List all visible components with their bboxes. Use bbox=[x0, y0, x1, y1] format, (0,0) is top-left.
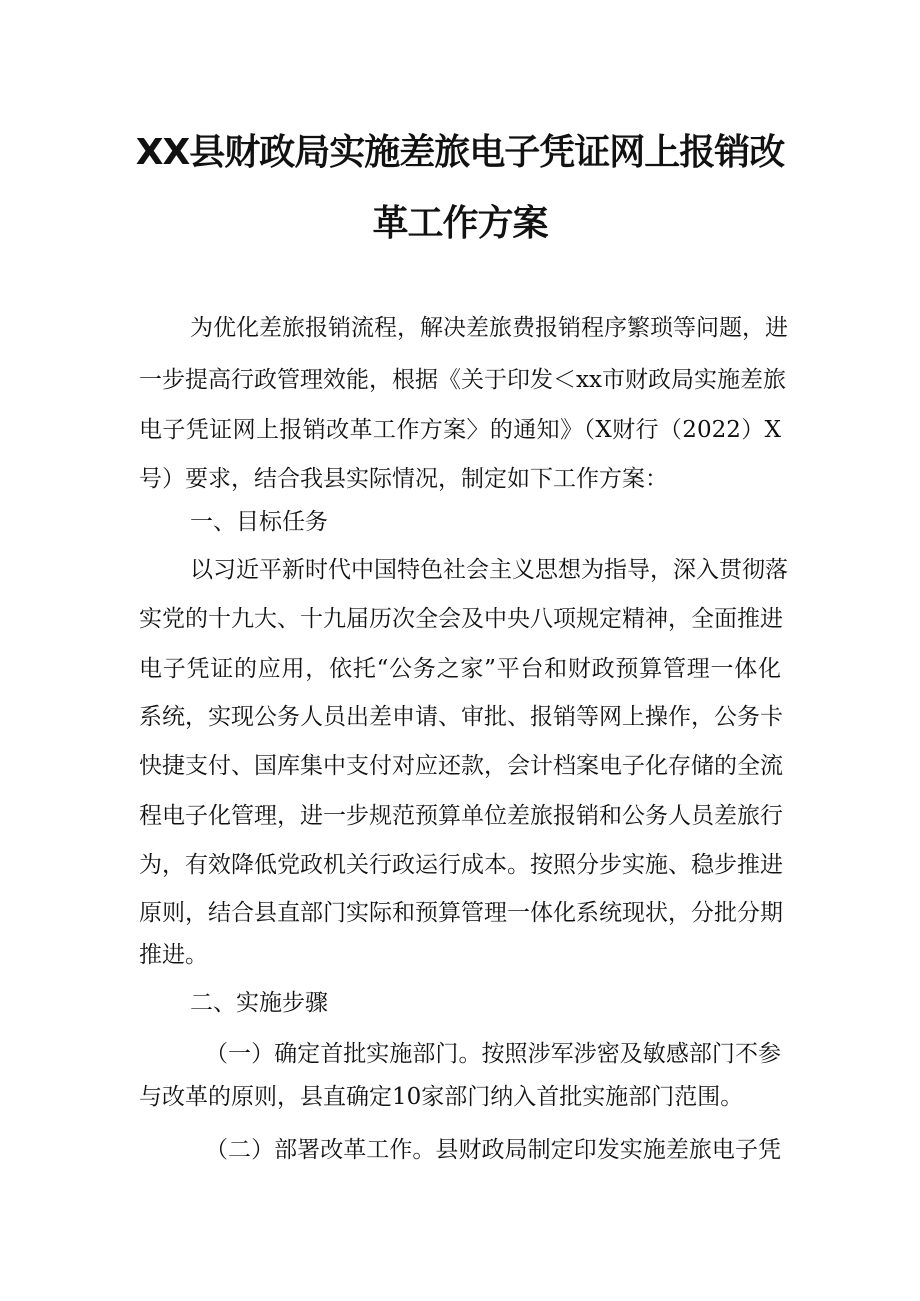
section-body-line: 电子凭证的应用，依托“公务之家”平台和财政预算管理一体化 bbox=[139, 656, 781, 682]
document-title-line-1: XX县财政局实施差旅电子凭证网上报销改 bbox=[135, 132, 785, 173]
step-line: （一）确定首批实施部门。按照涉军涉密及敏感部门不参 bbox=[205, 1041, 781, 1067]
step-line: 与改革的原则，县直确定10家部门纳入首批实施部门范围。 bbox=[139, 1084, 744, 1110]
section-body-line: 系统，实现公务人员出差申请、审批、报销等网上操作，公务卡 bbox=[139, 704, 783, 730]
section-body-line: 快捷支付、国库集中支付对应还款，会计档案电子化存储的全流 bbox=[139, 753, 783, 779]
section-body-line: 推进。 bbox=[139, 942, 208, 968]
intro-line: 号）要求，结合我县实际情况，制定如下工作方案： bbox=[139, 466, 668, 492]
intro-line: 为优化差旅报销流程，解决差旅费报销程序繁琐等问题，进 bbox=[190, 315, 788, 341]
step-line: （二）部署改革工作。县财政局制定印发实施差旅电子凭 bbox=[205, 1137, 781, 1163]
section-heading-steps: 二、实施步骤 bbox=[190, 990, 328, 1016]
section-body-line: 程电子化管理，进一步规范预算单位差旅报销和公务人员差旅行 bbox=[139, 803, 783, 829]
section-body-line: 以习近平新时代中国特色社会主义思想为指导，深入贯彻落 bbox=[190, 557, 788, 583]
section-body-line: 原则，结合县直部门实际和预算管理一体化系统现状，分批分期 bbox=[139, 900, 783, 926]
section-heading-goals: 一、目标任务 bbox=[190, 509, 328, 535]
section-body-line: 实党的十九大、十九届历次全会及中央八项规定精神，全面推进 bbox=[139, 606, 783, 632]
document-title-line-2: 革工作方案 bbox=[372, 203, 548, 244]
intro-line: 电子凭证网上报销改革工作方案〉的通知》（X财行（2022）X bbox=[139, 417, 781, 443]
section-body-line: 为，有效降低党政机关行政运行成本。按照分步实施、稳步推进 bbox=[139, 852, 783, 878]
intro-line: 一步提高行政管理效能，根据《关于印发＜xx市财政局实施差旅 bbox=[139, 367, 786, 393]
